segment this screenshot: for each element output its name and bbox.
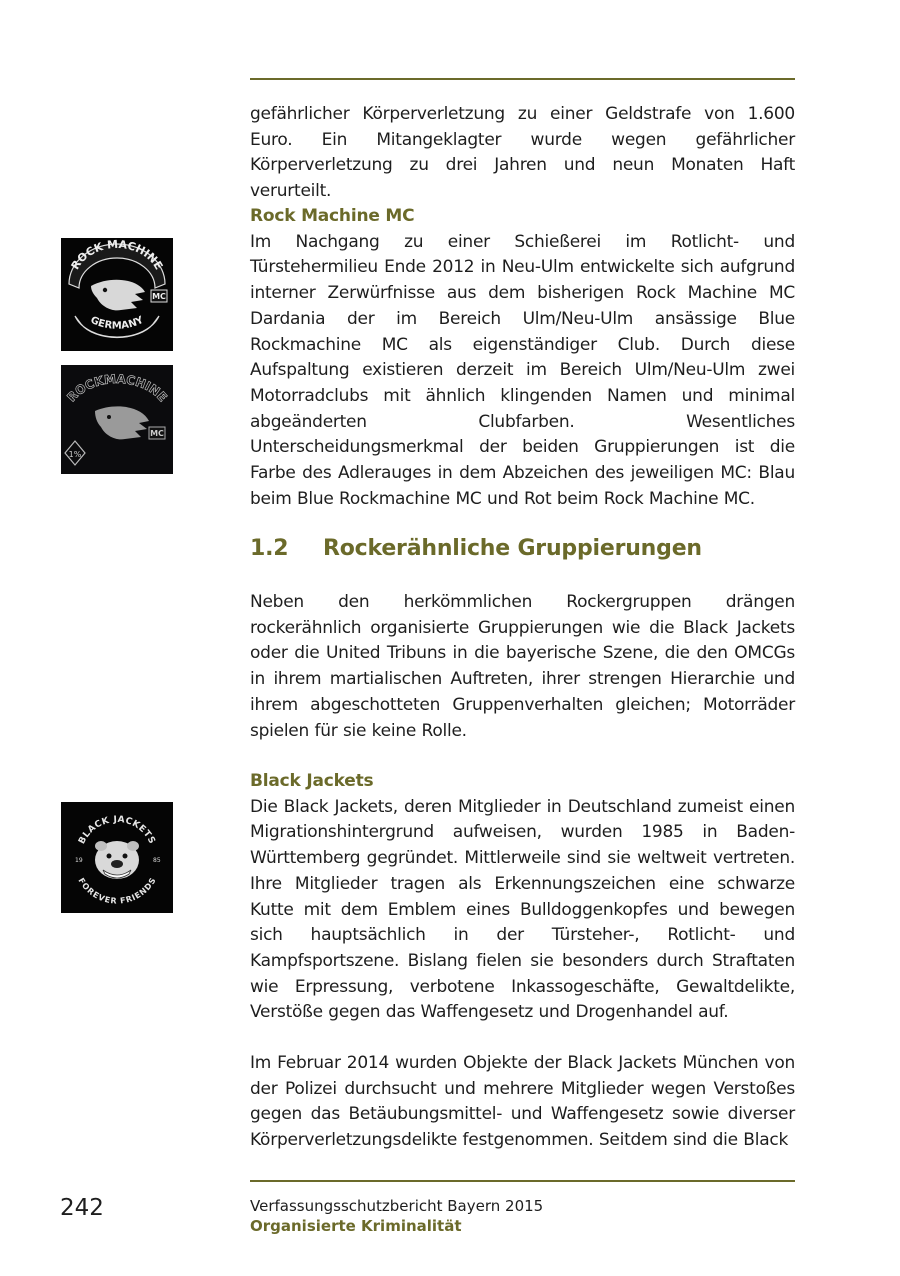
rock-machine-heading: Rock Machine MC	[250, 206, 415, 226]
year-left: 19	[75, 857, 83, 864]
eagle-head-icon	[91, 280, 145, 311]
section-intro-block	[250, 590, 795, 744]
rock-machine-bottom-rocker: GERMANY	[88, 314, 146, 332]
rock-machine-patch	[61, 365, 173, 474]
rock-machine-germany-patch	[61, 238, 173, 351]
rock-machine-block	[250, 204, 795, 512]
black-jackets-patch	[61, 802, 173, 913]
black-jackets-block	[250, 769, 795, 1154]
page-number: 242	[60, 1195, 104, 1221]
one-percent-label: 1%	[68, 450, 82, 459]
section-number: 1.2	[250, 536, 289, 561]
footer-section: Organisierte Kriminalität	[250, 1217, 462, 1235]
intro-paragraph: gefährlicher Körperverletzung zu einer Geldstrafe von 1.600 Euro. Ein Mitangeklagter wurde wegen gefährlicher Körperverletzung zu drei Jahren und neun Monaten Haft verurteilt.	[250, 104, 795, 202]
black-jackets-paragraph: Die Black Jackets, deren Mitglieder in Deutschland zumeist einen Migrationshintergrund aufweisen, wurden 1985 in Baden-Württemberg gegründet. Mittlerweile sind sie weltweit vertreten. Ihre Mitglieder tragen als Erkennungszeichen eine schwarze Kutte mit dem Emblem eines Bulldoggenkopfes und bewegen sich hauptsächlich in der Türsteher-, Rotlicht- und Kampfsportszene. Bislang fielen sie besonders durch Straftaten wie Erpressung, verbotene Inkassogeschäfte, Gewaltdelikte, Verstöße gegen das Waffengesetz und Drogenhandel auf.	[250, 796, 795, 1023]
mc-side-patch: MC	[150, 429, 164, 438]
bottom-rule	[250, 1180, 795, 1182]
footer-publication: Verfassungsschutzbericht Bayern 2015	[250, 1197, 544, 1215]
black-jackets-heading: Black Jackets	[250, 771, 374, 791]
rock-machine-paragraph: Im Nachgang zu einer Schießerei im Rotlicht- und Türstehermilieu Ende 2012 in Neu-Ulm entwickelte sich aufgrund interner Zerwürfnisse aus dem bisherigen Rock Machine MC Dardania der im Bereich Ulm/Neu-Ulm ansässige Blue Rockmachine MC als eigenständiger Club. Durch diese Aufspaltung existieren derzeit im Bereich Ulm/Neu-Ulm zwei Motorradclubs mit ähnlich klingenden Namen und minimal abgeänderten Clubfarben. Wesentliches Unterscheidungsmerkmal der beiden Gruppierungen ist die Farbe des Adlerauges in dem Abzeichen des jeweiligen MC: Blau beim Blue Rockmachine MC und Rot beim Rock Machine MC.	[250, 231, 795, 509]
black-jackets-top-text: BLACK JACKETS	[77, 814, 157, 846]
rock-machine-top-rocker: ROCK MACHINE	[68, 238, 166, 272]
section-intro-paragraph: Neben den herkömmlichen Rockergruppen drängen rockerähnlich organisierte Gruppierungen wie die Black Jackets oder die United Tribuns in die bayerische Szene, die den OMCGs in ihrem martialischen Auftreten, ihrer strengen Hierarchie und ihrem abgeschotteten Gruppenverhalten gleichen; Motorräder spielen für sie keine Rolle.	[250, 592, 795, 741]
bulldog-head-icon	[95, 841, 139, 879]
year-right: 85	[153, 857, 161, 864]
intro-block	[250, 102, 795, 205]
mc-side-patch: MC	[152, 292, 166, 301]
eagle-head-icon	[95, 406, 149, 439]
forever-friends-text: FOREVER FRIENDS	[76, 876, 158, 906]
black-jackets-paragraph-2: Im Februar 2014 wurden Objekte der Black Jackets München von der Polizei durchsucht und mehrere Mitglieder wegen Verstoßes gegen das Betäubungsmittel- und Waffengesetz sowie diverser Körperverletzungsdelikte festgenommen. Seitdem sind die Black	[250, 1053, 795, 1151]
rock-machine-2-top-rocker: ROCKMACHINE	[64, 371, 170, 405]
footer	[250, 1196, 543, 1236]
section-heading	[250, 536, 702, 561]
section-title: Rockerähnliche Gruppierungen	[323, 536, 702, 561]
top-rule	[250, 78, 795, 80]
